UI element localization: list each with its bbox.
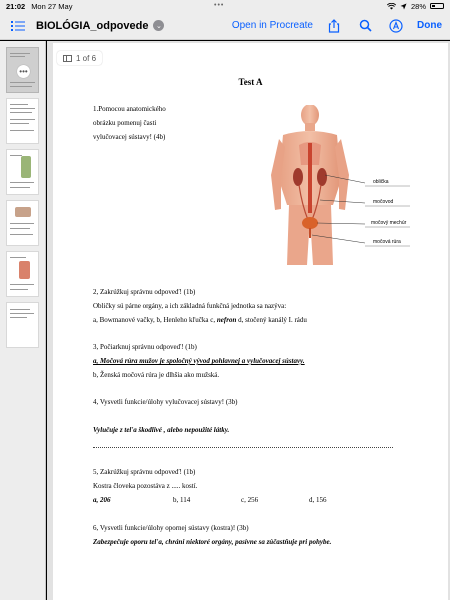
page-icon — [63, 55, 72, 62]
q5-option-d: d, 156 — [309, 496, 327, 504]
q5-option-c: c, 256 — [241, 496, 259, 504]
page-thumbnail-6[interactable] — [6, 302, 39, 348]
label-oblicka: oblička — [373, 179, 389, 185]
q5-question: Kostra človeka pozostáva z ..... kostí. — [93, 482, 198, 490]
q1-line-3: vylučovacej sústavy! (4b) — [93, 133, 166, 141]
q3-option-a: a, Močová rúra mužov je spoločný vývod pohlavnej a vylučovacej sústavy. — [93, 357, 305, 365]
q2-options: a, Bowmanové vačky, b, Henleho kľučka c, nefron d, stočený kanálý I. rádu — [93, 316, 307, 324]
open-in-procreate-button[interactable]: Open in Procreate — [231, 20, 313, 31]
q5-option-b: b, 114 — [173, 496, 191, 504]
document-title[interactable]: BIOLÓGIA_odpovede — [36, 19, 149, 32]
toolbar — [0, 12, 450, 40]
page-indicator-text: 1 of 6 — [76, 53, 97, 63]
pdf-page — [53, 43, 448, 600]
document-canvas[interactable] — [47, 41, 450, 600]
urinary-system-figure — [265, 105, 415, 265]
q3-option-b: b, Ženská močová rúra je dlhšia ako mužská. — [93, 371, 220, 379]
battery-percent: 28% — [410, 1, 426, 11]
search-icon[interactable] — [355, 16, 375, 36]
page-thumbnail-4[interactable] — [6, 200, 39, 246]
page-thumbnail-1[interactable] — [6, 47, 39, 93]
battery-icon — [430, 3, 444, 9]
q5-heading: 5, Zakrúžkuj správnu odpoveď! (1b) — [93, 468, 196, 476]
page-thumbnail-sidebar — [0, 41, 46, 600]
chevron-down-icon[interactable]: ⌄ — [153, 20, 164, 31]
share-icon[interactable] — [324, 16, 344, 36]
location-icon — [400, 3, 407, 10]
q2-answer-nefron: nefron — [216, 316, 237, 324]
q2-option-a: a, Bowmanové vačky — [93, 316, 153, 324]
label-mocova-rura: močová rúra — [373, 239, 401, 245]
status-bar — [0, 0, 450, 12]
q4-answer: Vylučuje z tel'a škodlivé , alebo nepoužité látky. — [93, 426, 230, 434]
wifi-icon — [387, 3, 396, 10]
q6-answer: Zabezpečuje oporu tel'a, chráni niektoré orgány, pasívne sa zúčastňuje pri pohybe. — [93, 538, 332, 546]
q1-line-1: 1.Pomocou anatomického — [93, 105, 166, 113]
q3-heading: 3, Počiarknuj správnu odpoveď! (1b) — [93, 343, 197, 351]
page-indicator — [57, 51, 102, 65]
q2-question: Obličky sú párne orgány, a ich základná funkčná jednotka sa nazýva: — [93, 302, 287, 310]
q5-option-a: a, 206 — [93, 496, 111, 504]
q6-heading: 6, Vysvetli funkcie/úlohy opornej sústavy (kostra)! (3b) — [93, 524, 249, 532]
page-title: Test A — [238, 77, 263, 87]
label-mocovy-mechur: močový mechúr — [371, 220, 407, 226]
sidebar-toggle-icon[interactable] — [8, 16, 28, 36]
done-button[interactable]: Done — [417, 20, 442, 31]
markup-icon[interactable] — [386, 16, 406, 36]
label-mocovod: močovod — [373, 199, 394, 205]
page-thumbnail-2[interactable] — [6, 98, 39, 144]
answer-dotted-line — [93, 447, 393, 448]
q1-line-2: obrázku pomenuj časti — [93, 119, 157, 127]
page-thumbnail-3[interactable] — [6, 149, 39, 195]
page-thumbnail-5[interactable] — [6, 251, 39, 297]
status-date: Mon 27 May — [31, 1, 73, 11]
status-time: 21:02 — [6, 1, 26, 11]
multitask-dots-icon[interactable]: ••• — [214, 2, 225, 9]
q2-heading: 2, Zakrúžkuj správnu odpoveď! (1b) — [93, 288, 196, 296]
more-options-icon[interactable]: ••• — [17, 65, 30, 78]
q2-option-b: b, Henleho kľučka — [156, 316, 209, 324]
q4-heading: 4, Vysvetli funkcie/úlohy vylučovacej sústavy! (3b) — [93, 398, 238, 406]
q2-option-c: c, — [210, 316, 217, 324]
q2-option-d: d, stočený kanálý I. rádu — [238, 316, 307, 324]
